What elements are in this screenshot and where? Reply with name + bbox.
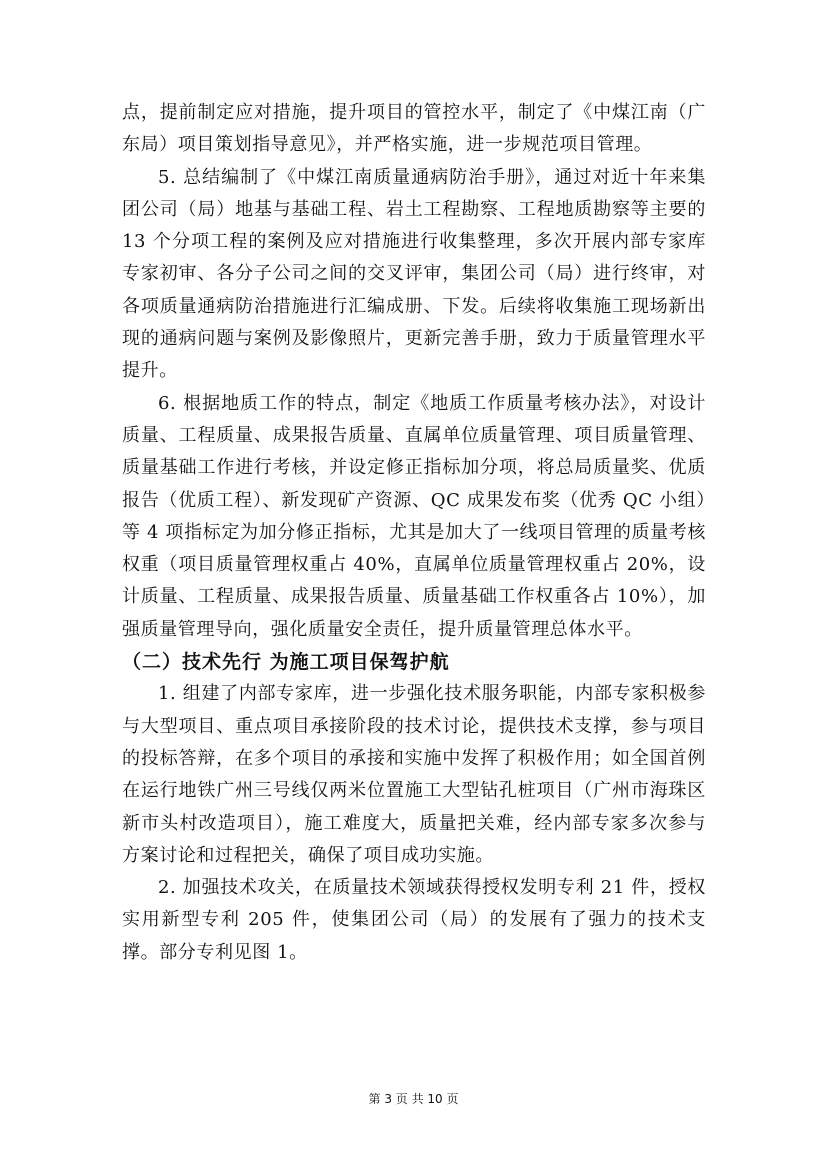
paragraph-continuation: 点，提前制定应对措施，提升项目的管控水平，制定了《中煤江南（广东局）项目策划指导意见》，并严格实施，进一步规范项目管理。 [122,102,706,156]
paragraph-section-item-1: 1. 组建了内部专家库，进一步强化技术服务职能，内部专家积极参与大型项目、重点项目承接阶段的技术讨论，提供技术支撑，参与项目的投标答辩，在多个项目的承接和实施中发挥了积极作用；如全国首例在运行地铁广州三号线仅两米位置施工大型钻孔桩项目（广州市海珠区新市头村改造项目），施工难度大，质量把关难，经内部专家多次参与方案讨论和过程把关，确保了项目成功实施。 [122,683,706,866]
document-body [122,97,713,969]
section-heading: （二）技术先行 为施工项目保驾护航 [122,651,450,674]
paragraph-section-item-2: 2. 加强技术攻关，在质量技术领域获得授权发明专利 21 件，授权实用新型专利 205 件，使集团公司（局）的发展有了强力的技术支撑。部分专利见图 1。 [122,877,706,963]
paragraph-item-5: 5. 总结编制了《中煤江南质量通病防治手册》，通过对近十年来集团公司（局）地基与基础工程、岩土工程勘察、工程地质勘察等主要的 13 个分项工程的案例及应对措施进行收集整理，多次开展内部专家库专家初审、各分子公司之间的交叉评审，集团公司（局）进行终审，对各项质量通病防治措施进行汇编成册、下发。后续将收集施工现场新出现的通病问题与案例及影像照片，更新完善手册，致力于质量管理水平提升。 [122,166,713,382]
paragraph-item-6: 6. 根据地质工作的特点，制定《地质工作质量考核办法》，对设计质量、工程质量、成果报告质量、直属单位质量管理、项目质量管理、质量基础工作进行考核，并设定修正指标加分项，将总局质量奖、优质报告（优质工程）、新发现矿产资源、QC 成果发布奖（优秀 QC 小组）等 4 项指标定为加分修正指标，尤其是加大了一线项目管理的质量考核权重（项目质量管理权重占 40%，直属单位质量管理权重占 20%，设计质量、工程质量、成果报告质量、质量基础工作权重各占 10%），加强质量管理导向，强化质量安全责任，提升质量管理总体水平。 [122,392,706,640]
page-footer: 第 3 页 共 10 页 [368,1092,459,1106]
